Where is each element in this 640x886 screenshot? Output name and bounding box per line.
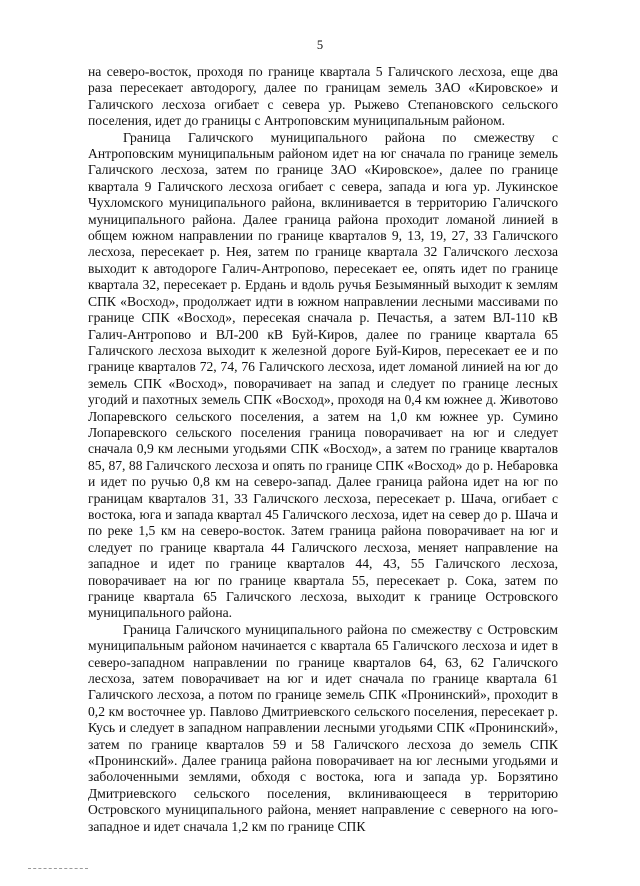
scan-edge-mark (28, 868, 88, 869)
body-text (88, 64, 558, 835)
paragraph-continuation: на северо-восток, проходя по границе квартала 5 Галичского лесхоза, еще два раза пересекает автодорогу, далее по границам земель ЗАО «Кировское» и Галичского лесхоза огибает с севера ур. Рыжево Степановского сельского поселения, идет до границы с Антроповским муниципальным районом. (88, 64, 558, 129)
page-number: 5 (316, 38, 324, 52)
paragraph-antropovo-border: Граница Галичского муниципального района по смежеству с Антроповским муниципальным районом идет на юг сначала по границе земель Галичского лесхоза, затем по границе ЗАО «Кировское», далее по границе квартала 9 Галичского лесхоза огибает с севера, запада и юга ур. Лукинское Чухломского муниципального района, вклинивается в территорию Галичского муниципального района. Далее граница района проходит ломаной линией в общем южном направлении по границе кварталов 9, 13, 19, 27, 33 Галичского лесхоза, пересекает р. Нея, затем по границе квартала 32 Галичского лесхоза выходит к автодороге Галич-Антропово, пересекает ее, опять идет по границе квартала 32, пересекает р. Ердань и вдоль ручья Безымянный выходит к землям СПК «Восход», продолжает идти в южном направлении лесными массивами по границе СПК «Восход», пересекая сначала р. Печастья, а затем ВЛ-110 кВ Галич-Антропово и ВЛ-200 кВ Буй-Киров, далее по границе квартала 65 Галичского лесхоза выходит к железной дороге Буй-Киров, пересекает ее и по границе кварталов 72, 74, 76 Галичского лесхоза, идет ломаной линией на юг до земель СПК «Восход», поворачивает на запад и следует по границе лесных угодий и пахотных земель СПК «Восход», проходя на 0,4 км южнее д. Животово Лопаревского сельского поселения, а затем на 1,0 км южнее ур. Сумино Лопаревского сельского поселения граница поворачивает на юг и следует сначала 0,9 км лесными угодьями СПК «Восход», а затем по границе кварталов 85, 87, 88 Галичского лесхоза и опять по границе СПК «Восход» до р. Небаровка и идет по ручью 0,8 км на северо-запад. Далее граница района идет на юг по границам кварталов 31, 33 Галичского лесхоза, пересекает р. Шача, огибает с востока, юга и запада квартал 45 Галичского лесхоза, идет на север до р. Шача и по реке 1,5 км на северо-восток. Затем граница района поворачивает на юг и следует по границе квартала 44 Галичского лесхоза, меняет направление на западное и идет по границе кварталов 44, 43, 55 Галичского лесхоза, поворачивает на юг по границе квартала 55, пересекает р. Сока, затем по границе квартала 65 Галичского лесхоза, выходит к границе Островского муниципального района. (88, 129, 558, 621)
paragraph-ostrovskoe-border: Граница Галичского муниципального района по смежеству с Островским муниципальным районом начинается с квартала 65 Галичского лесхоза и идет в северо-западном направлении по границе кварталов 64, 63, 62 Галичского лесхоза, затем поворачивает на юг и идет сначала по границе квартала 61 Галичского лесхоза, а потом по границе земель СПК «Пронинский», проходит в 0,2 км восточнее ур. Павлово Дмитриевского сельского поселения, пересекает р. Кусь и следует в западном направлении лесными угодьями СПК «Пронинский», затем по границе кварталов 59 и 58 Галичского лесхоза до земель СПК «Пронинский». Далее граница района поворачивает на юг лесными угодьями и заболоченными землями, обходя с востока, юга и запада ур. Борзятино Дмитриевского сельского поселения, вклинивающееся в территорию Островского муниципального района, меняет направление с северного на юго-западное и идет сначала 1,2 км по границе СПК (88, 621, 558, 834)
